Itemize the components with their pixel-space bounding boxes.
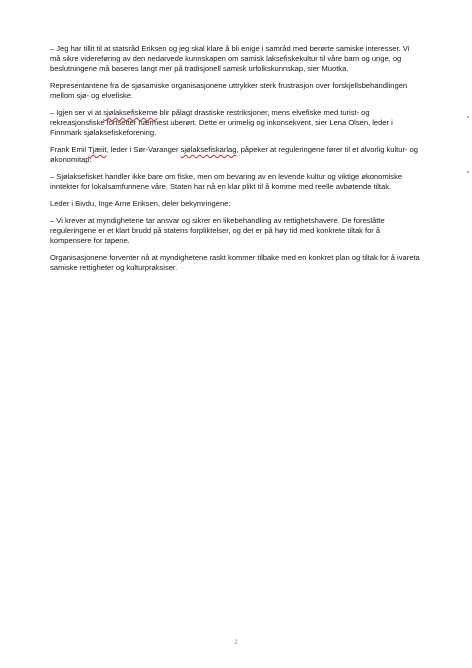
paragraph-text: , leder i Sør-Varanger — [106, 145, 181, 154]
body-paragraph — [50, 108, 420, 138]
paragraph-text: – Vi krever at myndighetene tar ansvar og sikrer en likebehandling av rettighetshavere. De foreslåtte reguleringene er et klart brudd på statens forpliktelser, og det er på høy tid med konkrete tiltak for å kompensere for tapene. — [50, 216, 385, 245]
margin-marker — [467, 171, 469, 173]
body-paragraph — [50, 199, 420, 209]
paragraph-text: – Jeg har tillit til at statsråd Eriksen og jeg skal klare å bli enige i samråd med berørte samiske interesser. Vi må sikre videreføring av den nedarvede kunnskapen om samisk laksefiskekultur til våre barn og unge, og beslutningene må baseres langt mer på tradisjonell samisk urfolkskunnskap, sier Muotka. — [50, 44, 410, 73]
body-paragraph — [50, 216, 420, 246]
paragraph-text: – Igjen ser vi at — [50, 108, 104, 117]
body-paragraph — [50, 81, 420, 101]
paragraph-text: Representantene fra de sjøsamiske organisasjonene uttrykker sterk frustrasjon over forskjellsbehandlingen mellom sjø- og elvefiske. — [50, 81, 408, 100]
body-paragraph — [50, 44, 420, 74]
page-number: 2 — [234, 640, 238, 646]
margin-marker — [467, 116, 469, 118]
spellcheck-flagged-word: sjølaksefiskerne — [103, 108, 158, 117]
paragraph-text: Frank Emil — [50, 145, 89, 154]
paragraph-text: Leder i Bivdu, Inge Arne Eriksen, deler bekymringene: — [50, 199, 231, 208]
body-paragraph — [50, 253, 420, 273]
body-paragraph — [50, 145, 420, 165]
document-body[interactable] — [50, 44, 420, 280]
spellcheck-flagged-word: Tjæiit — [88, 145, 107, 154]
body-paragraph — [50, 172, 420, 192]
spellcheck-flagged-word: sjølaksefiskarlag — [180, 145, 237, 154]
paragraph-text: Organisasjonene forventer nå at myndighetene raskt kommer tilbake med en konkret plan og tiltak for å ivareta samiske rettigheter og kulturpraksiser. — [50, 253, 420, 272]
paragraph-text: blir pålagt drastiske restriksjoner, mens elvefiske med turist- og rekreasjonsfiske fortsetter nærmest uberørt. Dette er urimelig og inkonsekvent, sier Lena Olsen, leder i Finnmark sjølaksefiskeforening. — [50, 108, 393, 137]
paragraph-text: , påpeker at reguleringene fører til et alvorlig kultur- og økonomitap: — [50, 145, 418, 164]
paragraph-text: – Sjølaksefisket handler ikke bare om fiske, men om bevaring av en levende kultur og viktige økonomiske inntekter for lokalsamfunnene våre. Staten har nå en klar plikt til å komme med reelle avbøtende tiltak. — [50, 172, 403, 191]
